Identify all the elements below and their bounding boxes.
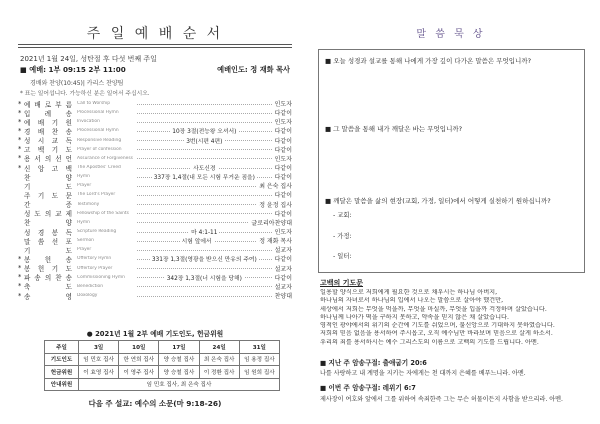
order-row (18, 99, 292, 108)
order-item-performer: 다같이 (274, 146, 292, 154)
order-item-leader-line (137, 254, 272, 263)
order-row (18, 108, 292, 117)
order-item-leader-line (137, 209, 272, 218)
confession-line: 하나님의 자녀로서 하나님의 입에서 나오는 말씀으로 살아야 했건만, (320, 297, 504, 305)
order-item-performer: 다같이 (274, 128, 292, 136)
order-item-leader-line (137, 282, 272, 291)
order-row (18, 145, 292, 154)
order-item-detail: 3번(시편 4편) (184, 136, 224, 145)
order-item-label: 경 배 찬 송 (24, 128, 72, 136)
order-row (18, 209, 292, 218)
order-row (18, 126, 292, 135)
order-item-label: 찬 양 (24, 173, 72, 182)
order-item-leader-line (137, 273, 272, 282)
table-cell: 이 효영 집사 (79, 366, 119, 379)
order-item-performer: 다같이 (274, 165, 292, 173)
standing-note: * 표는 일어섭니다. 가능하신 분은 일어서 주십시오. (20, 91, 150, 97)
order-item-detail: 시험 앞에서 (180, 236, 214, 245)
order-item-performer: 정 재화 목사 (259, 238, 292, 246)
order-item-leader-line (137, 291, 272, 300)
standing-mark: * (18, 126, 22, 135)
confession-line: 저희의 믿음 없음을 용서하여 주시옵고, 오직 예수님만 바라보며 믿음으로 살게 하소서. (320, 330, 553, 338)
order-item-performer: 다같이 (274, 110, 292, 118)
this-week-verse-text: 제사장이 여호와 앞에서 그를 위하여 속죄한즉 그는 무슨 허물이든지 사함을 받으리라. 아멘. (320, 396, 563, 403)
order-row (18, 236, 292, 245)
order-item-leader-line (137, 99, 272, 108)
table-cell: 이 영주 집사 (119, 366, 159, 379)
table-cell: 한 연희 집사 (119, 353, 159, 366)
standing-mark: * (18, 145, 22, 154)
order-item-performer: 다같이 (274, 210, 292, 218)
confession-line: 하나님께 나아가 떡을 구하지 못하고, 약속을 믿지 않은 채 살았습니다. (320, 313, 509, 321)
order-item-leader-line (137, 227, 272, 236)
order-item-detail: 331장 1,3절(영광을 받으신 만유의 주여) (150, 254, 259, 263)
table-cell: 임 원희 집사 (239, 366, 279, 379)
usher-cell: 임 민호 집사, 최 은숙 집사 (79, 378, 280, 391)
order-item-label: 예 배 로 부 름 (24, 100, 72, 109)
confession-prayer (320, 289, 585, 347)
standing-mark: * (18, 117, 22, 126)
order-item-performer: 다같이 (274, 174, 292, 182)
order-item-label: 말 씀 선 포 (24, 237, 72, 246)
order-item-leader-line (137, 172, 272, 181)
order-row (18, 218, 292, 227)
order-item-label: 성 경 봉 독 (24, 228, 72, 237)
row-label: 기도인도 (45, 353, 79, 366)
order-row (18, 200, 292, 209)
standing-mark: * (18, 264, 22, 273)
order-item-english: Sermon (77, 238, 94, 244)
order-item-label: 파 송 의 찬 송 (24, 274, 72, 282)
order-item-leader-line (137, 163, 272, 172)
order-item-leader-line (137, 245, 272, 254)
order-row (18, 291, 292, 300)
answer-church-label: - 교회: (333, 212, 352, 219)
order-item-performer: 설교자 (274, 247, 292, 255)
order-item-leader-line (137, 126, 272, 135)
last-week-verse-text: 나를 사랑하고 내 계명을 지키는 자에게는 천 대까지 은혜를 베푸느니라. 아멘. (320, 370, 526, 377)
worship-order-list (18, 99, 292, 300)
order-item-performer: 인도자 (274, 155, 292, 163)
order-item-performer: 인도자 (274, 101, 292, 109)
order-item-leader-line (137, 136, 272, 145)
answer-work-label: - 일터: (333, 253, 352, 260)
meditation-question-1: ■ 오늘 성경과 설교를 통해 나에게 가장 깊이 다가온 말씀은 무엇입니까? (325, 57, 532, 65)
order-item-english: Call to Worship (77, 101, 111, 107)
order-item-english: Offertory Hymn (77, 256, 112, 262)
standing-mark: * (18, 273, 22, 282)
confession-title: 고백의 기도문 (320, 279, 364, 287)
meditation-question-2: ■ 그 말씀을 통해 내가 깨달은 바는 무엇입니까? (325, 125, 463, 133)
order-row (18, 245, 292, 254)
order-row (18, 254, 292, 263)
order-item-detail: 342장 1,3절(너 시험을 당해) (165, 273, 244, 282)
order-row (18, 227, 292, 236)
order-item-label: 기 도 (24, 182, 72, 191)
answer-home-label: - 가정: (333, 233, 352, 240)
standing-mark: * (18, 154, 22, 163)
table-header-cell: 17일 (159, 341, 199, 354)
table-row (45, 353, 280, 366)
order-row (18, 154, 292, 163)
standing-mark: * (18, 108, 22, 117)
order-item-performer: 정 윤정 집사 (259, 201, 292, 209)
order-row (18, 181, 292, 190)
row-label: 안내위원 (45, 378, 79, 391)
order-item-english: Prayer (77, 247, 92, 253)
order-item-label: 봉 헌 기 도 (24, 265, 72, 273)
meditation-title: 말 씀 묵 상 (416, 29, 486, 40)
order-item-english: Fellowship of the Saints (77, 210, 129, 216)
order-item-performer: 다같이 (274, 192, 292, 200)
service-date: 2021년 1월 24일, 성탄절 후 다섯 번째 주일 (20, 55, 157, 63)
confession-line: 우리의 죄를 용서하시는 예수 그리스도의 이름으로 고백의 기도를 드립니다. 아멘. (320, 338, 539, 346)
service-leader: 예배인도: 정 재화 목사 (217, 65, 290, 74)
order-item-label: 찬 양 (24, 219, 72, 227)
order-item-leader-line (137, 264, 272, 273)
order-item-detail: 사도신경 (191, 163, 217, 172)
order-item-performer: 다같이 (274, 256, 292, 264)
table-header-cell: 31일 (239, 341, 279, 354)
order-row (18, 117, 292, 126)
order-item-english: The Apostles' Creed (77, 165, 121, 171)
order-item-english: Testimony (77, 201, 100, 207)
order-row (18, 273, 292, 282)
order-item-english: The Lord's Prayer (77, 192, 116, 198)
standing-mark: * (18, 254, 22, 263)
order-item-leader-line (137, 218, 248, 227)
order-item-performer: 다같이 (274, 137, 292, 145)
table-header-cell: 10일 (119, 341, 159, 354)
order-item-label: 용 서 의 선 언 (24, 155, 72, 163)
table-cell: 임 민호 집사 (79, 353, 119, 366)
order-item-english: Responsive Reading (77, 137, 122, 143)
order-item-english: Assurance of Forgiveness (77, 155, 133, 161)
order-item-leader-line (137, 108, 272, 117)
order-item-leader-line (137, 117, 272, 126)
table-header-cell: 3일 (79, 341, 119, 354)
order-item-label: 주 기 도 문 (24, 191, 72, 200)
table-row (45, 366, 280, 379)
order-item-english: Benediction (77, 283, 104, 289)
order-item-english: Prayer of confession (77, 146, 122, 152)
table-cell: 양 승철 집사 (159, 366, 199, 379)
title-double-rule (18, 44, 292, 48)
standing-mark: * (18, 282, 22, 291)
order-item-detail: 337장 1,4절(내 모든 시험 무거운 짐을) (152, 172, 257, 181)
order-item-leader-line (137, 154, 272, 163)
table-cell: 이 정환 집사 (199, 366, 239, 379)
order-item-detail: 마 4:1-11 (189, 227, 219, 236)
order-item-label: 고 백 기 도 (24, 146, 72, 154)
order-row (18, 172, 292, 181)
order-item-english: Commissioning Hymn (77, 274, 125, 280)
order-item-label: 입 례 송 (24, 109, 72, 118)
table-cell: 최 은숙 집사 (199, 353, 239, 366)
confession-line: 영적인 광야에서의 위기의 순간에 기도를 쉬었으며, 불신앙으로 기대하지 못하였습니다. (320, 322, 555, 330)
worship-order-title: 주 일 예 배 순 서 (86, 26, 224, 42)
order-item-performer: 다같이 (274, 274, 292, 282)
order-item-english: Scripture Reading (77, 229, 117, 235)
order-item-label: 봉 헌 송 (24, 255, 72, 264)
order-item-english: Offertory Prayer (77, 265, 113, 271)
order-item-label: 송 영 (24, 292, 72, 301)
meditation-box (318, 49, 585, 273)
order-item-label: 성 시 교 독 (24, 137, 72, 145)
order-item-english: Processional Hymn (77, 128, 119, 134)
order-item-english: Doxology (77, 293, 98, 299)
order-item-leader-line (137, 200, 256, 209)
confession-line: 일용할 양식으로 저희에게 필요한 것으로 채우시는 하나님 아버지, (320, 289, 498, 296)
service-times-label: ■ 예배: 1부 09:15 2부 11:00 (20, 65, 126, 74)
order-item-leader-line (137, 145, 272, 154)
order-row (18, 190, 292, 199)
order-item-performer: 설교자 (274, 265, 292, 273)
table-header-cell: 주일 (45, 341, 79, 354)
table-header-cell: 24일 (199, 341, 239, 354)
table-row (45, 378, 280, 391)
service-times (20, 65, 290, 75)
confession-line: 세상에서 저희는 무엇을 먹을까, 무엇을 마실까, 무엇을 입을까 걱정하며 살았습니다. (320, 305, 547, 313)
table-header-row (45, 341, 280, 354)
table-cell: 임 용정 집사 (239, 353, 279, 366)
order-item-label: 예 배 기 원 (24, 118, 72, 127)
order-item-english: Invocation (77, 119, 100, 125)
order-item-label: 간 증 (24, 201, 72, 209)
order-row (18, 136, 292, 145)
order-item-leader-line (137, 190, 272, 199)
meditation-question-3: ■ 깨달은 말씀을 삶의 현장(교회, 가정, 일터)에서 어떻게 실천하기 원하십니까? (325, 197, 551, 205)
order-item-english: Prayer (77, 183, 92, 189)
this-week-verse-heading: ■ 이번 주 암송구절: 레위기 6:7 (320, 384, 416, 392)
committee-table (44, 340, 280, 391)
last-week-verse-heading: ■ 지난 주 암송구절: 출애굽기 20:6 (320, 359, 427, 367)
praise-time: 경배와 찬양(10:45)| 카리스 찬양팀 (30, 80, 124, 87)
standing-mark: * (18, 136, 22, 145)
standing-mark: * (18, 163, 22, 172)
order-item-label: 신 앙 고 백 (24, 164, 72, 173)
order-row (18, 163, 292, 172)
standing-mark: * (18, 99, 22, 108)
order-item-english: Hymn (77, 174, 90, 180)
committee-heading: ● 2021년 1월 2부 예배 기도인도, 헌금위원 (86, 330, 224, 338)
standing-mark: * (18, 291, 22, 300)
order-item-detail: 10장 3절(전능왕 오셔서) (170, 126, 238, 135)
order-item-performer: 글로리아찬양대 (251, 219, 292, 227)
next-sermon: 다음 주 설교: 예수의 소문(마 9:18-26) (88, 399, 222, 408)
row-label: 헌금위원 (45, 366, 79, 379)
order-row (18, 264, 292, 273)
order-item-english: Hymn (77, 219, 90, 225)
order-item-performer: 인도자 (274, 229, 292, 237)
order-item-label: 기 도 (24, 246, 72, 255)
order-item-leader-line (137, 236, 256, 245)
order-item-label: 성 도 의 교 제 (24, 210, 72, 218)
order-row (18, 282, 292, 291)
order-item-leader-line (137, 181, 256, 190)
order-item-performer: 찬양대 (274, 293, 292, 301)
order-item-label: 축 도 (24, 283, 72, 291)
order-item-english: Processional Hymn (77, 110, 119, 116)
table-cell: 양 승철 집사 (159, 353, 199, 366)
order-item-performer: 최 은숙 집사 (259, 183, 292, 191)
order-item-performer: 인도자 (274, 119, 292, 127)
order-item-performer: 설교자 (274, 283, 292, 291)
